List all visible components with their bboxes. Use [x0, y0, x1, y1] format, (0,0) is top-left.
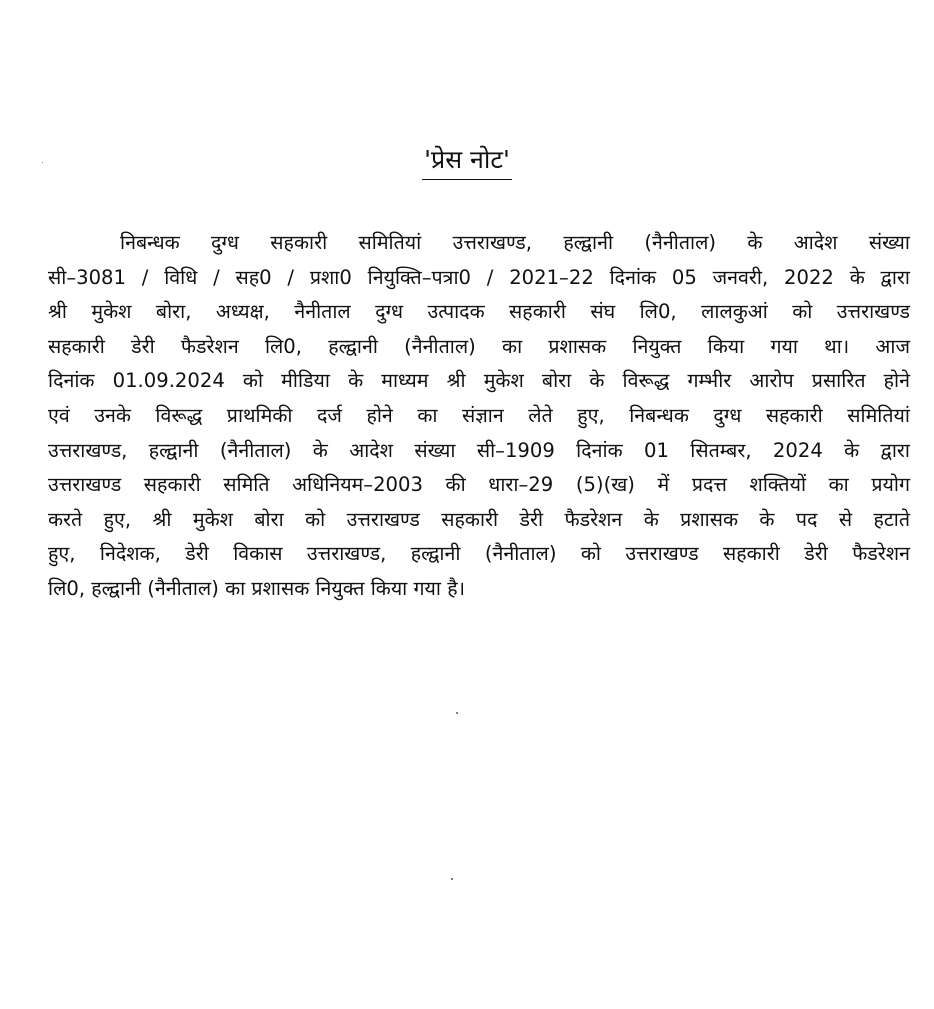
body-line: श्री मुकेश बोरा, अध्यक्ष, नैनीताल दुग्ध उत्पादक सहकारी संघ लि0, लालकुआं को उत्तराखण्ड [48, 300, 910, 324]
body-line: निबन्धक दुग्ध सहकारी समितियां उत्तराखण्ड, हल्द्वानी (नैनीताल) के आदेश संख्या [120, 231, 910, 254]
scan-speck [451, 878, 453, 880]
body-line: उत्तराखण्ड सहकारी समिति अधिनियम–2003 की धारा–29 (5)(ख) में प्रदत्त शक्तियों का प्रयोग [48, 473, 910, 497]
document-body [48, 226, 910, 607]
scan-speck [456, 712, 458, 714]
body-line: सहकारी डेरी फैडरेशन लि0, हल्द्वानी (नैनीताल) का प्रशासक नियुक्त किया गया था। आज [48, 334, 910, 358]
body-line: लि0, हल्द्वानी (नैनीताल) का प्रशासक नियुक्त किया गया है। [48, 576, 466, 600]
body-line: सी–3081 / विधि / सह0 / प्रशा0 नियुक्ति–पत्रा0 / 2021–22 दिनांक 05 जनवरी, 2022 के द्वारा [48, 265, 910, 289]
body-line: हुए, निदेशक, डेरी विकास उत्तराखण्ड, हल्द्वानी (नैनीताल) को उत्तराखण्ड सहकारी डेरी फैडरेशन [48, 542, 910, 566]
document-title-text: 'प्रेस नोट' [422, 142, 512, 180]
scan-speck [42, 162, 43, 163]
body-line: उत्तराखण्ड, हल्द्वानी (नैनीताल) के आदेश संख्या सी–1909 दिनांक 01 सितम्बर, 2024 के द्वारा [48, 438, 910, 462]
document-title [0, 142, 934, 180]
body-line: करते हुए, श्री मुकेश बोरा को उत्तराखण्ड सहकारी डेरी फैडरेशन के प्रशासक के पद से हटाते [48, 507, 910, 531]
body-line: एवं उनके विरूद्ध प्राथमिकी दर्ज होने का संज्ञान लेते हुए, निबन्धक दुग्ध सहकारी समितियां [48, 403, 910, 427]
body-line: दिनांक 01.09.2024 को मीडिया के माध्यम श्री मुकेश बोरा के विरूद्ध गम्भीर आरोप प्रसारित होने [48, 369, 910, 393]
